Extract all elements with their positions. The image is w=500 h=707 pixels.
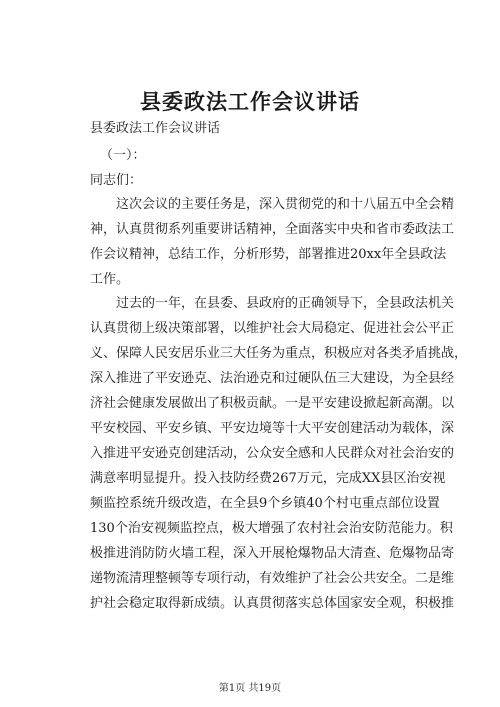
paragraph-line: 过去的一年，在县委、县政府的正确领导下，全县政法机关 [116, 296, 455, 311]
paragraph-line: 极推进消防防火墙工程，深入开展枪爆物品大清查、危爆物品寄 [90, 546, 455, 561]
section-marker: （一）： [100, 148, 146, 163]
paragraph-line: 递物流清理整顿等专项行动，有效维护了社会公共安全。二是维 [90, 571, 455, 586]
salutation: 同志们： [90, 173, 143, 188]
paragraph-line: 作会议精神，总结工作，分析形势，部署推进20xx年全县政法 [90, 247, 447, 262]
paragraph-line: 入推进平安逊克创建活动，公众安全感和人民群众对社会治安的 [90, 446, 455, 461]
paragraph-line: 济社会健康发展做出了积极贡献。一是平安建设掀起新高潮。以 [90, 396, 455, 411]
paragraph-line: 这次会议的主要任务是，深入贯彻党的和十八届五中全会精 [116, 197, 455, 212]
paragraph-line: 义、保障人民安居乐业三大任务为重点，积极应对各类矛盾挑战， [90, 346, 468, 361]
paragraph-line: 满意率明显提升。投入技防经费267万元，完成XX县区治安视 [90, 471, 446, 486]
paragraph-line: 深入推进了平安逊克、法治逊克和过硬队伍三大建设，为全县经 [90, 371, 455, 386]
paragraph-line: 认真贯彻上级决策部署，以维护社会大局稳定、促进社会公平正 [90, 321, 455, 336]
document-title: 县委政法工作会议讲话 [140, 89, 360, 114]
paragraph-line: 神，认真贯彻系列重要讲话精神，全面落实中央和省市委政法工 [90, 222, 455, 237]
paragraph-line: 工作。 [90, 272, 130, 287]
paragraph-line: 频监控系统升级改造，在全县9个乡镇40个村屯重点部位设置 [90, 496, 440, 511]
page-footer: 第1页 共19页 [218, 683, 282, 694]
paragraph-line: 130个治安视频监控点，极大增强了农村社会治安防范能力。积 [90, 521, 453, 536]
paragraph-line: 护社会稳定取得新成绩。认真贯彻落实总体国家安全观，积极推 [90, 596, 455, 611]
paragraph-line: 平安校园、平安乡镇、平安边境等十大平安创建活动为载体，深 [90, 421, 455, 436]
document-subtitle: 县委政法工作会议讲话 [90, 121, 221, 136]
